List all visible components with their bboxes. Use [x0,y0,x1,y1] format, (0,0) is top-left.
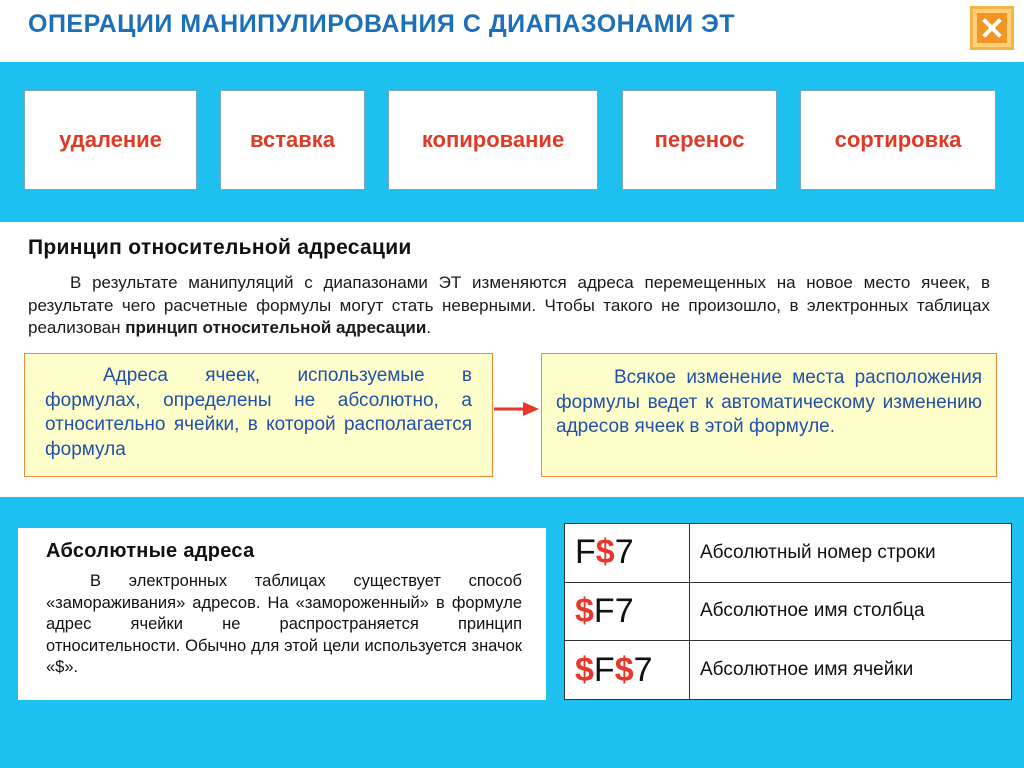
op-button-insert[interactable] [220,90,365,190]
address-code [565,582,690,641]
table-row [565,641,1012,700]
relative-definition-text: Адреса ячеек, используемые в формулах, определены не абсолютно, а относительно ячейки, в которой располагается формула [45,365,472,460]
address-part: F7 [593,591,634,630]
absolute-address-table [564,523,1012,700]
address-part: 7 [614,533,634,572]
op-button-sort[interactable] [800,90,996,190]
dollar-sign: $ [575,591,594,630]
dollar-sign: $ [575,650,594,689]
table-row [565,524,1012,583]
dollar-sign: $ [595,533,615,572]
address-part: F [593,650,615,689]
address-part: 7 [633,650,653,689]
paragraph-text: В результате манипуляций с диапазонами ЭТ изменяются адреса перемещенных на новое место ячеек, в результате чего расчетные формулы могут стать неверными. Чтобы такого не произошло, в электронных таблицах реализован [28,273,990,337]
page-title: ОПЕРАЦИИ МАНИПУЛИРОВАНИЯ С ДИАПАЗОНАМИ ЭТ [28,10,736,38]
op-button-move[interactable] [622,90,777,190]
arrow-right-icon [493,397,541,421]
relative-consequence-box [541,353,997,477]
op-button-delete[interactable] [24,90,197,190]
address-description: Абсолютное имя столбца [690,582,1012,641]
op-button-label: вставка [250,127,335,152]
address-code [565,524,690,583]
relative-addressing-heading: Принцип относительной адресации [28,236,412,259]
address-part: F [575,533,596,572]
absolute-addresses-card [18,528,546,700]
dollar-sign: $ [614,650,634,689]
absolute-addresses-heading: Абсолютные адреса [46,540,255,562]
relative-definition-box [24,353,493,477]
table-row [565,582,1012,641]
relative-consequence-text: Всякое изменение места расположения формулы ведет к автоматическому изменению адресов ячеек в этой формуле. [556,367,982,437]
address-description: Абсолютное имя ячейки [690,641,1012,700]
close-button[interactable] [970,6,1014,50]
op-button-label: сортировка [834,127,962,152]
absolute-addresses-text: В электронных таблицах существует способ «замораживания» адресов. На «замороженный» в формуле адрес ячейки не распространяется принцип относительности. Обычно для этой цели используется значок «$». [46,572,522,676]
op-button-label: копирование [421,127,565,152]
paragraph-end: . [426,318,432,337]
op-button-copy[interactable] [388,90,598,190]
address-description: Абсолютный номер строки [690,524,1012,583]
op-button-label: удаление [59,127,162,152]
op-button-label: перенос [654,127,745,152]
address-code [565,641,690,700]
relative-addressing-paragraph [28,272,990,340]
close-icon [977,13,1007,43]
paragraph-bold-term: принцип относительной адресации [125,318,427,337]
